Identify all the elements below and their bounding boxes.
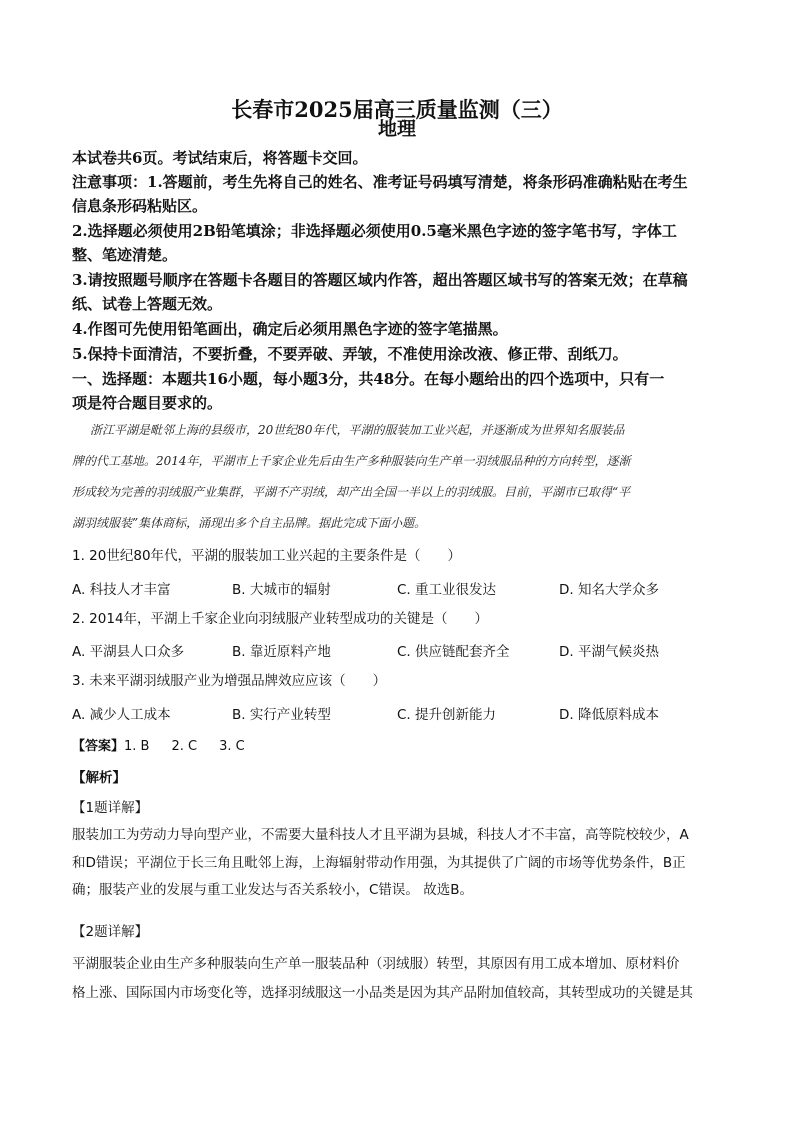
instruction-line: 5.保持卡面清洁，不要折叠，不要弄破、弄皱，不准使用涂改液、修正带、刮纸刀。 (72, 345, 628, 363)
option-c: C. 重工业很发达 (397, 582, 497, 598)
detail-heading: 【1题详解】 (72, 800, 149, 816)
instruction-line: 整、笔迹清楚。 (72, 246, 178, 264)
detail-line: 格上涨、国际国内市场变化等，选择羽绒服这一小品类是因为其产品附加值较高，其转型成功的关键是其 (72, 985, 693, 1001)
option-d: D. 降低原料成本 (559, 707, 659, 723)
detail-line: 服装加工为劳动力导向型产业，不需要大量科技人才且平湖为县城，科技人才不丰富，高等院校较少，A (72, 827, 689, 843)
instruction-line: 3.请按照题号顺序在答题卡各题目的答题区域内作答，超出答题区域书写的答案无效；在草稿 (72, 271, 688, 289)
passage-line: 牌的代工基地。2014年，平湖市上千家企业先后由生产多种服装向生产单一羽绒服品种的方向转型，逐渐 (72, 454, 631, 468)
exam-subject: 地理 (377, 118, 416, 140)
instruction-line: 2.选择题必须使用2B铅笔填涂；非选择题必须使用0.5毫米黑色字迹的签字笔书写，字体工 (72, 222, 677, 240)
option-b: B. 大城市的辐射 (232, 582, 331, 598)
passage-line: 形成较为完善的羽绒服产业集群，平湖不产羽绒，却产出全国一半以上的羽绒服。目前，平湖市已取得“平 (72, 485, 631, 499)
exam-title: 长春市2025届高三质量监测（三） (231, 97, 563, 122)
option-d: D. 知名大学众多 (559, 582, 659, 598)
question-options (72, 578, 726, 600)
instruction-line: 本试卷共6页。考试结束后，将答题卡交回。 (72, 149, 368, 167)
detail-line: 和D错误；平湖位于长三角且毗邻上海，上海辐射带动作用强，为其提供了广阔的市场等优势条件，B正 (72, 855, 686, 871)
answer-tag: 【答案】 (72, 739, 125, 754)
passage-line: 湖羽绒服装”集体商标，涌现出多个自主品牌。据此完成下面小题。 (72, 516, 427, 530)
option-a: A. 平湖县人口众多 (72, 644, 185, 660)
passage-line: 浙江平湖是毗邻上海的县级市，20世纪80年代，平湖的服装加工业兴起，并逐渐成为世界知名服装品 (90, 423, 625, 437)
option-d: D. 平湖气候炎热 (559, 644, 659, 660)
analysis-label: 【解析】 (72, 770, 126, 786)
instruction-line: 纸、试卷上答题无效。 (72, 295, 223, 313)
instruction-line: 注意事项：1.答题前，考生先将自己的姓名、准考证号码填写清楚，将条形码准确粘贴在考生 (72, 173, 688, 191)
detail-line: 平湖服装企业由生产多种服装向生产单一服装品种（羽绒服）转型，其原因有用工成本增加、原材料价 (72, 956, 680, 972)
option-a: A. 科技人才丰富 (72, 582, 171, 598)
answer-line (72, 735, 267, 754)
option-b: B. 实行产业转型 (232, 707, 331, 723)
question-options (72, 703, 726, 725)
answer-value: 1. B (124, 739, 150, 754)
answer-value: 3. C (219, 739, 245, 754)
option-b: B. 靠近原料产地 (232, 644, 331, 660)
question-stem: 2. 2014年，平湖上千家企业向羽绒服产业转型成功的关键是（ ） (72, 611, 489, 627)
option-c: C. 供应链配套齐全 (397, 644, 510, 660)
instruction-line: 信息条形码粘贴区。 (72, 197, 208, 215)
question-stem: 3. 未来平湖羽绒服产业为增强品牌效应应该（ ） (72, 673, 387, 689)
option-c: C. 提升创新能力 (397, 707, 497, 723)
question-options (72, 640, 726, 662)
detail-heading: 【2题详解】 (72, 924, 149, 940)
section-heading: 项是符合题目要求的。 (72, 394, 223, 412)
section-heading: 一、选择题：本题共16小题，每小题3分，共48分。在每小题给出的四个选项中，只有一 (72, 370, 665, 388)
answer-value: 2. C (171, 739, 198, 754)
option-a: A. 减少人工成本 (72, 707, 171, 723)
question-stem: 1. 20世纪80年代，平湖的服装加工业兴起的主要条件是（ ） (72, 548, 462, 564)
detail-line: 确；服装产业的发展与重工业发达与否关系较小，C错误。 故选B。 (72, 882, 473, 898)
instruction-line: 4.作图可先使用铅笔画出，确定后必须用黑色字迹的签字笔描黑。 (72, 320, 508, 338)
